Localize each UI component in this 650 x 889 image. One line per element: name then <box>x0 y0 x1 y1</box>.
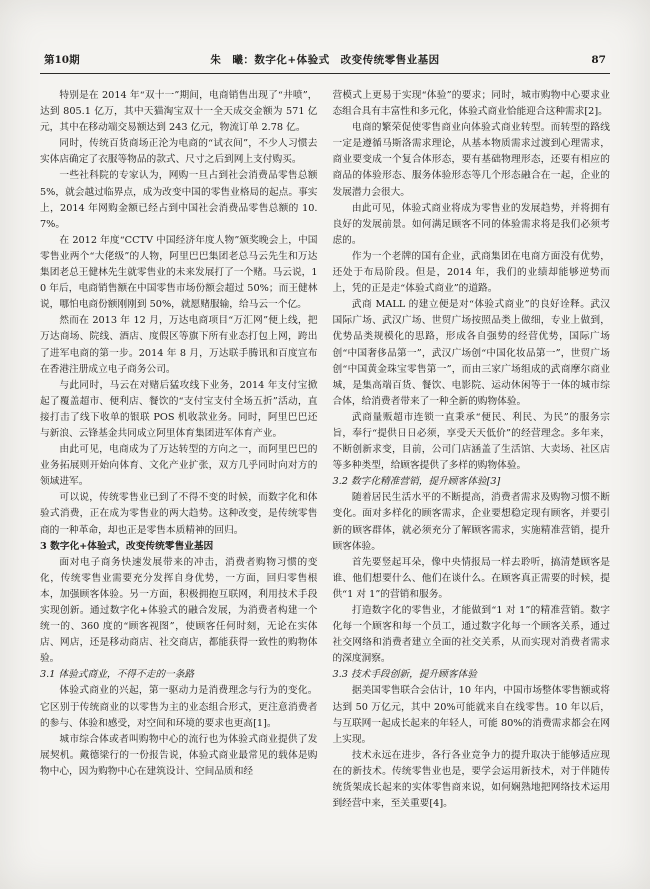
journal-issue: 第10期 <box>44 54 80 66</box>
text-paragraph: 由此可见，电商成为了万达转型的方向之一，而阿里巴巴的业务拓展则开始向体育、文化产业扩张，双方几乎同时向对方的领域进军。 <box>40 444 318 488</box>
text-paragraph: 据美国零售联合会估计，10 年内，中国市场整体零售额或将达到 50 万亿元，其中 20%可能就来自在线零售。10 年以后，与互联网一起成长起来的年轻人，可能 80%的消费需求都会在网上实现。 <box>332 685 610 745</box>
subsection-heading: 3.1 体验式商业，不得不走的一条路 <box>40 669 195 681</box>
two-column-body <box>0 84 650 812</box>
text-paragraph: 与此同时，马云在对赌后猛攻线下业务，2014 年支付宝掀起了覆盖超市、便利店、餐饮的“支付宝支付全场五折”活动，直接打击了线下收单的银联 POS 机收款业务。同时，阿里巴巴还与新浪、云锋基金共同成立阿里体育集团进军体育产业。 <box>40 379 318 439</box>
running-title: 朱 曦：数字化+体验式 改变传统零售业基因 <box>210 54 440 66</box>
text-paragraph: 技术永远在进步，各行各业竞争力的提升取决于能够适应现在的新技术。传统零售业也是，要学会运用新技术，对于伴随传统货架成长起来的实体零售商来说，如何娴熟地把网络技术运用到经营中来，至关重要[4]。 <box>332 749 610 810</box>
text-paragraph: 然而在 2013 年 12 月，万达电商项目“万汇网”便上线，把万达商场、院线、酒店、度假区等旗下所有业态打包上网，跨出了进军电商的第一步。2014 年 8 月，万达联手腾讯和百度宣布在香港注册成立电子商务公司。 <box>40 315 318 375</box>
left-column <box>40 88 318 812</box>
text-paragraph: 由此可见，体验式商业将成为零售业的发展趋势，并将拥有良好的发展前景。如何满足顾客不同的体验需求将是我们必须考虑的。 <box>332 202 610 246</box>
text-paragraph: 随着居民生活水平的不断提高，消费者需求及购物习惯不断变化。面对多样化的顾客需求，企业要想稳定现有顾客，并要引新的顾客群体，就必须充分了解顾客需求，实施精准营销，提升顾客体验。 <box>332 492 610 552</box>
text-paragraph: 武商 MALL 的建立便是对“体验式商业”的良好诠释。武汉国际广场、武汉广场、世贸广场按照品类上做细，专业上做到，优势品类规模化的思路，形成各自强势的经营优势，国际广场创“中国奢侈品第一”，武汉广场创“中国化妆品第一”，世贸广场创“中国黄金珠宝零售第一”，而由三家广场组成的武商摩尔商业城，是集高端百货、餐饮、电影院、运动休闲等于一体的城市综合体，给消费者带来了一种全新的购物体验。 <box>332 299 610 407</box>
page-number: 87 <box>591 54 606 66</box>
text-paragraph: 武商量贩超市连锁一直秉承“便民、利民、为民”的服务宗旨，奉行“提供日日必须，享受天天低价”的经营理念。多年来，不断创新求变，目前，公司门店涵盖了生活馆、大卖场、社区店等多种类型，给顾客提供了多样的购物体验。 <box>332 411 610 472</box>
text-paragraph: 同时，传统百货商场正沦为电商的“试衣间”，不少人习惯去实体店确定了衣服等物品的款式、尺寸之后到网上支付购买。 <box>40 138 318 166</box>
page-header <box>0 0 650 67</box>
text-paragraph: 作为一个老牌的国有企业，武商集团在电商方面没有优势，还处于布局阶段。但是，2014 年，我们的业绩却能够逆势而上，凭的正是走“体验式商业”的道路。 <box>332 250 610 295</box>
header-rule <box>40 73 610 74</box>
text-paragraph: 特别是在 2014 年“双十一”期间，电商销售出现了“井喷”，达到 805.1 亿万，其中天猫淘宝双十一全天成交金额为 571 亿元，其中在移动端交易额达到 243 亿元，物流订单 2.78 亿。 <box>40 90 318 134</box>
text-paragraph: 一些社科院的专家认为，网购一旦占到社会消费品零售总额 5%，就会越过临界点，成为改变中国的零售业格局的起点。事实上，2014 年网购金额已经占到中国社会消费品零售总额的 10.7%。 <box>40 170 318 230</box>
text-paragraph: 打造数字化的零售业，才能做到“1 对 1”的精准营销。数字化每一个顾客和每一个员工，通过数字化每一个顾客关系，通过社交网络和消费者建立全面的社交关系，从而实现对消费者需求的深度洞察。 <box>332 605 610 665</box>
text-paragraph: 营模式上更易于实现“体验”的要求；同时，城市购物中心要求业态组合具有丰富性和多元化，体验式商业恰能迎合这种需求[2]。 <box>332 90 610 118</box>
text-paragraph: 面对电子商务快速发展带来的冲击，消费者购物习惯的变化，传统零售业需要充分发挥自身优势，一方面，回归零售根本，加强顾客体验。另一方面，积极拥抱互联网，利用技术手段实现创新。通过数字化+体验式的融合发展，为消费者构建一个统一的、360 度的“顾客视图”，使顾客任何时刻，无论在实体店、网店，还是移动商店、社交商店，都能获得一致性的购物体验。 <box>40 556 318 665</box>
subsection-heading: 3.2 数字化精准营销，提升顾客体验[3] <box>332 476 501 488</box>
text-paragraph: 城市综合体或者叫购物中心的流行也为体验式商业提供了发展契机。戴德梁行的一份报告说，体验式商业最常见的载体是购物中心，因为购物中心在建筑设计、空间品质和经 <box>40 733 318 777</box>
text-paragraph: 体验式商业的兴起，第一驱动力是消费理念与行为的变化。它区别于传统商业的以零售为主的业态组合形式，更注意消费者的参与、体验和感受，对空间和环境的要求也更高[1]。 <box>40 685 318 729</box>
section-heading: 3 数字化+体验式，改变传统零售业基因 <box>40 540 214 552</box>
text-paragraph: 在 2012 年度“CCTV 中国经济年度人物”颁奖晚会上，中国零售业两个“大佬级”的人物，阿里巴巴集团老总马云先生和万达集团老总王健林先生就零售业的未来发展打了一个赌。马云说，10 年后，电商销售额在中国零售市场份额会超过 50%；而王健林说，哪怕电商份额刚刚到 50%，就愿赌服输，给马云一个亿。 <box>40 234 318 311</box>
text-paragraph: 电商的繁荣促使零售商业向体验式商业转型。而转型的路线一定是遵循马斯洛需求理论，从基本物质需求过渡到心理需求，商业要变成一个复合体形态，要有基础物理形态，还要有相应的商品的体验形态、服务体验形态等几个形态融合在一起，企业的发展潜力会很大。 <box>332 122 610 198</box>
text-paragraph: 可以说，传统零售业已到了不得不变的时候，而数字化和体验式消费，正在成为零售业的两大趋势。这种改变，是传统零售商的一种革命，却也正是零售本质精神的回归。 <box>40 492 318 536</box>
right-column <box>333 88 611 812</box>
subsection-heading: 3.3 技术手段创新，提升顾客体验 <box>332 669 477 681</box>
text-paragraph: 首先要竖起耳朵，像中央情报局一样去聆听，搞清楚顾客是谁、他们想要什么、他们在谈什么。在顾客真正需要的时候，提供“1 对 1”的营销和服务。 <box>332 556 610 600</box>
